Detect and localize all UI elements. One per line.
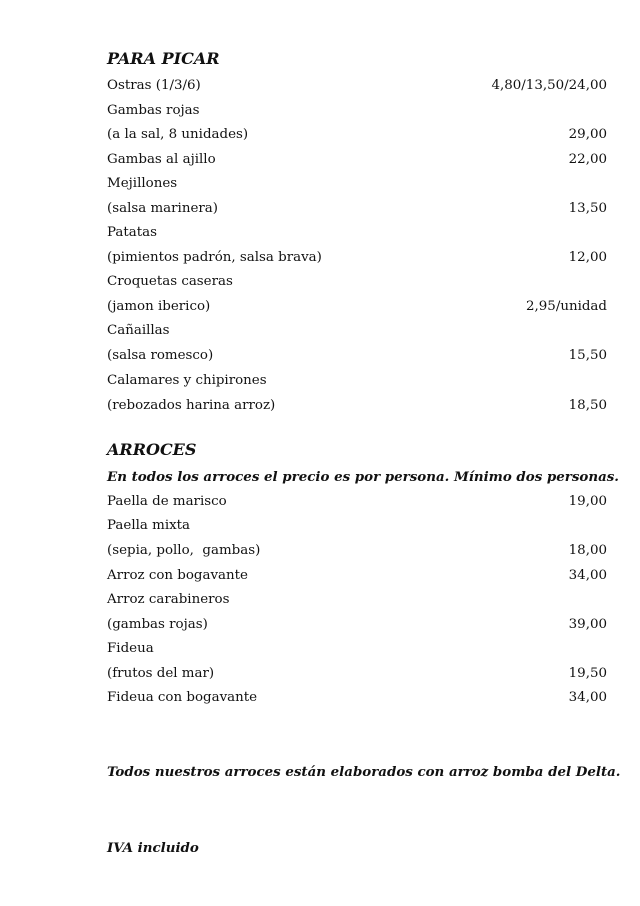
menu-item <box>107 223 607 243</box>
item-label: (rebozados harina arroz) <box>107 398 276 413</box>
item-label: Patatas <box>107 225 157 240</box>
menu-item <box>107 297 607 317</box>
item-label: Mejillones <box>107 176 178 191</box>
item-price: 2,95/unidad <box>526 299 607 314</box>
item-price: 29,00 <box>568 127 607 142</box>
menu-item <box>107 541 607 561</box>
item-price: 12,00 <box>568 250 607 265</box>
item-price: 22,00 <box>568 152 607 167</box>
item-label: Ostras (1/3/6) <box>107 78 201 93</box>
item-label: Gambas rojas <box>107 103 200 118</box>
menu-item <box>107 566 607 586</box>
menu-item <box>107 101 607 121</box>
section-title-arroces: ARROCES <box>107 440 197 459</box>
item-price: 19,00 <box>568 494 607 509</box>
item-price: 19,50 <box>568 666 607 681</box>
item-label: (a la sal, 8 unidades) <box>107 127 249 142</box>
item-label: (sepia, pollo, gambas) <box>107 543 261 558</box>
menu-item <box>107 248 607 268</box>
item-price: 34,00 <box>568 690 607 705</box>
item-label: Croquetas caseras <box>107 274 233 289</box>
item-price: 18,00 <box>568 543 607 558</box>
item-label: Cañaillas <box>107 323 170 338</box>
item-label: (salsa romesco) <box>107 348 214 363</box>
section-title-para-picar: PARA PICAR <box>107 49 220 68</box>
item-label: (frutos del mar) <box>107 666 215 681</box>
menu-item <box>107 688 607 708</box>
tax-note: IVA incluido <box>107 840 199 856</box>
item-label: Paella de marisco <box>107 494 227 509</box>
item-price: 15,50 <box>568 348 607 363</box>
item-label: (salsa marinera) <box>107 201 218 216</box>
menu-item <box>107 664 607 684</box>
item-price: 39,00 <box>568 617 607 632</box>
item-label: Fideua con bogavante <box>107 690 258 705</box>
menu-item <box>107 125 607 145</box>
item-label: Gambas al ajillo <box>107 152 216 167</box>
arroces-price-note: En todos los arroces el precio es por persona. Mínimo dos personas. <box>107 469 619 485</box>
item-price: 34,00 <box>568 568 607 583</box>
menu-item <box>107 396 607 416</box>
menu-item <box>107 615 607 635</box>
item-label: Paella mixta <box>107 518 191 533</box>
item-label: (gambas rojas) <box>107 617 208 632</box>
rice-origin-note: Todos nuestros arroces están elaborados con arroz bomba del Delta. <box>107 764 621 780</box>
menu-item <box>107 150 607 170</box>
menu-item <box>107 516 607 536</box>
menu-item <box>107 76 607 96</box>
item-label: Calamares y chipirones <box>107 373 267 388</box>
menu-item <box>107 346 607 366</box>
menu-item <box>107 492 607 512</box>
menu-item <box>107 639 607 659</box>
item-label: Arroz con bogavante <box>107 568 248 583</box>
item-label: Fideua <box>107 641 154 656</box>
item-label: (jamon iberico) <box>107 299 211 314</box>
menu-item <box>107 174 607 194</box>
menu-item <box>107 272 607 292</box>
menu-item <box>107 590 607 610</box>
item-price: 13,50 <box>568 201 607 216</box>
menu-item <box>107 199 607 219</box>
item-price: 4,80/13,50/24,00 <box>491 78 607 93</box>
item-price: 18,50 <box>568 398 607 413</box>
menu-item <box>107 321 607 341</box>
menu-item <box>107 371 607 391</box>
item-label: (pimientos padrón, salsa brava) <box>107 250 322 265</box>
item-label: Arroz carabineros <box>107 592 230 607</box>
